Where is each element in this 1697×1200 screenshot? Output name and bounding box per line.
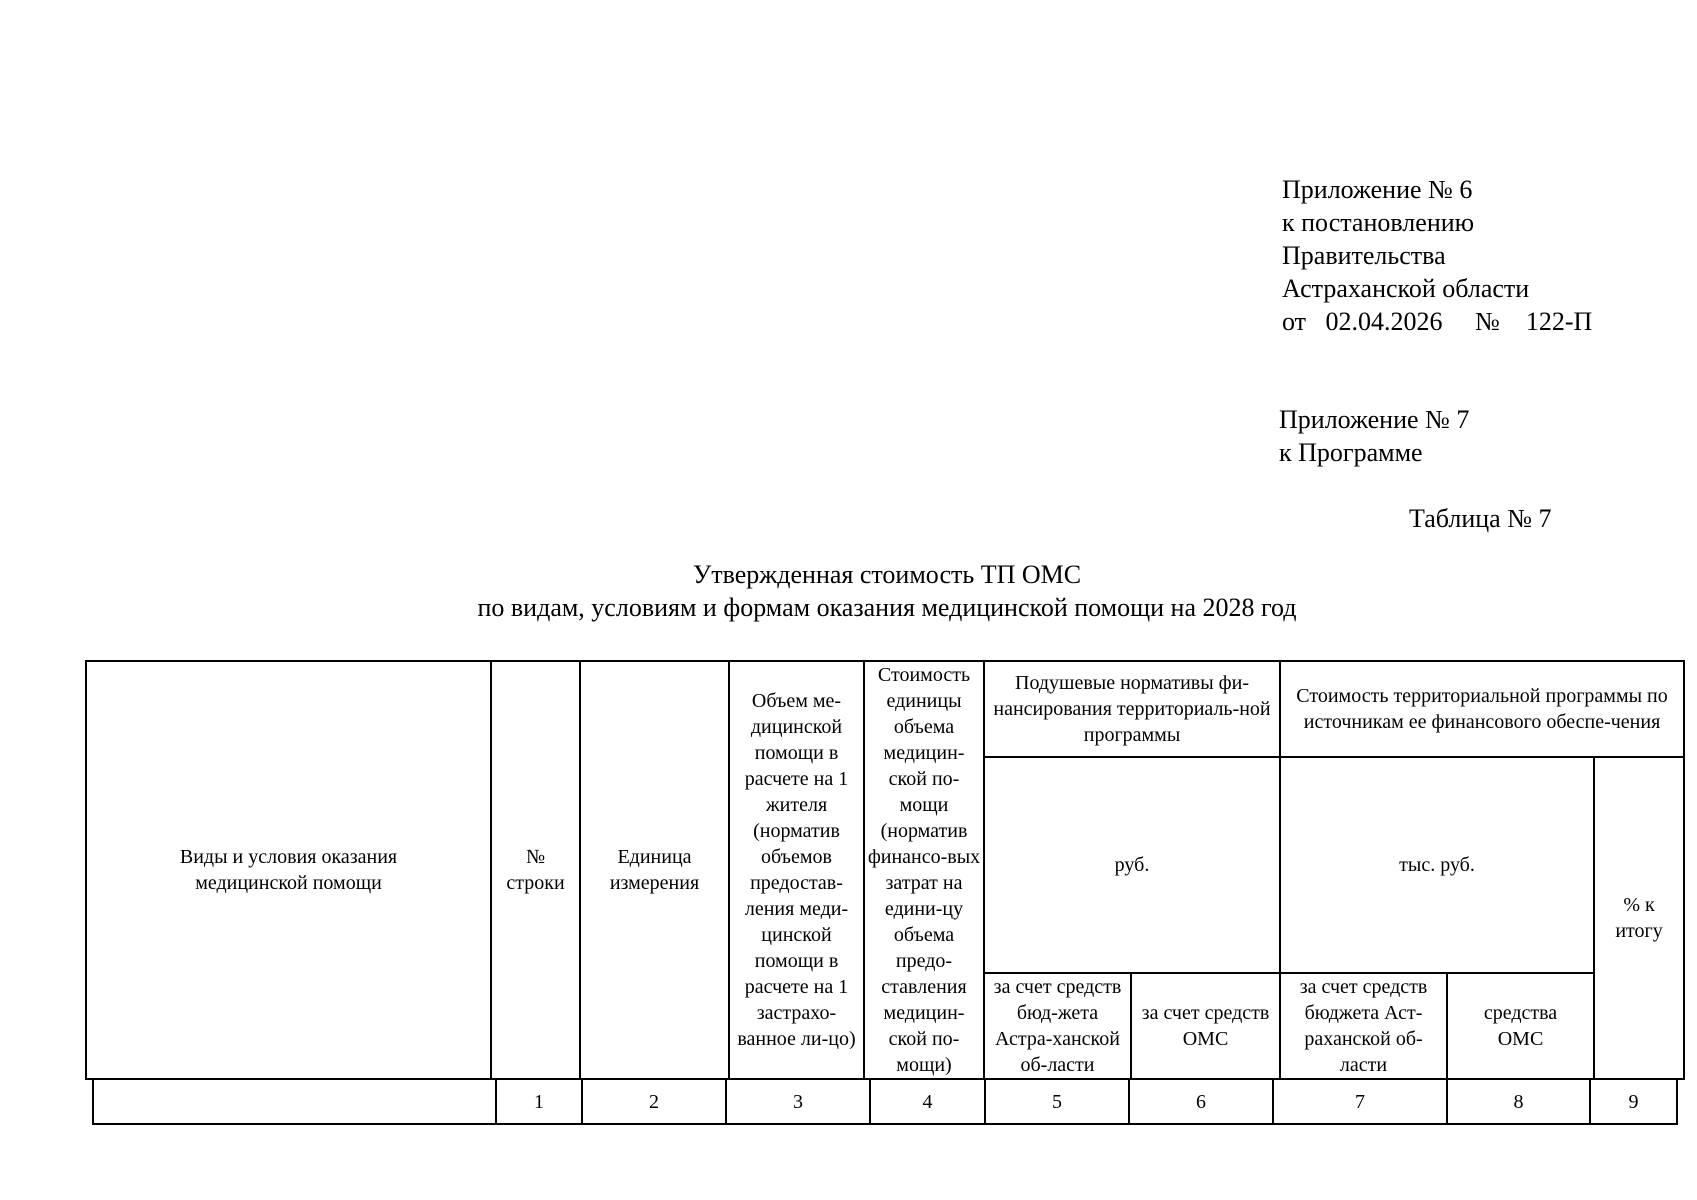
appendix-6-region: Астраханской области xyxy=(1282,274,1530,303)
appendix-7-title: Приложение № 7 xyxy=(1279,405,1470,434)
document-subtitle: по видам, условиям и формам оказания медицинской помощи на 2028 год xyxy=(477,593,1297,622)
header-per-capita-oms: за счет средств ОМС xyxy=(1131,973,1280,1079)
header-program-cost: Стоимость территориальной программы по источникам ее финансового обеспе-чения xyxy=(1280,661,1684,757)
header-row-number: № строки xyxy=(491,661,580,1079)
column-number-cell xyxy=(93,1079,496,1124)
appendix-6-ref: к постановлению xyxy=(1282,208,1475,237)
header-per-capita-budget: за счет средств бюд-жета Астра-ханской об-ласти xyxy=(984,973,1131,1079)
column-number-cell: 4 xyxy=(870,1079,985,1124)
column-number-cell: 5 xyxy=(985,1079,1129,1124)
appendix-6-title: Приложение № 6 xyxy=(1282,175,1473,204)
appendix-7-ref: к Программе xyxy=(1279,438,1423,467)
appendix-6-block xyxy=(1282,173,1592,338)
column-number-cell: 8 xyxy=(1447,1079,1590,1124)
table-label: Таблица № 7 xyxy=(1409,504,1552,533)
header-cost-budget: за счет средств бюджета Аст-раханской об-ласти xyxy=(1280,973,1447,1079)
column-number-cell: 9 xyxy=(1590,1079,1677,1124)
column-number-cell: 1 xyxy=(496,1079,582,1124)
header-cost-per-unit: Стоимость единицы объема медицин-ской по-мощи (норматив финансо-вых затрат на едини-цу объема предо-ставления медицин-ской по-мощи) xyxy=(864,661,984,1079)
header-kinds-conditions: Виды и условия оказания медицинской помощи xyxy=(86,661,491,1079)
appendix-6-authority: Правительства xyxy=(1282,241,1446,270)
document-title: Утвержденная стоимость ТП ОМС xyxy=(692,560,1082,589)
column-number-cell: 2 xyxy=(582,1079,726,1124)
header-table xyxy=(85,660,1685,1080)
appendix-6-date-number: от 02.04.2026 № 122-П xyxy=(1282,307,1593,336)
column-numbers-table xyxy=(92,1078,1678,1125)
header-volume-per-capita: Объем ме-дицинской помощи в расчете на 1 жителя (норматив объемов предостав-ления меди-цинской помощи в расчете на 1 застрахо-ванное ли-цо) xyxy=(729,661,864,1079)
header-unit: Единица измерения xyxy=(580,661,729,1079)
appendix-7-block xyxy=(1279,403,1469,469)
header-unit-thousand-rub: тыс. руб. xyxy=(1280,757,1594,973)
header-unit-rub: руб. xyxy=(984,757,1280,973)
header-cost-oms: средства ОМС xyxy=(1447,973,1594,1079)
header-per-capita-norms: Подушевые нормативы фи-нансирования территориаль-ной программы xyxy=(984,661,1280,757)
column-number-cell: 7 xyxy=(1273,1079,1447,1124)
column-number-cell: 6 xyxy=(1129,1079,1273,1124)
column-number-cell: 3 xyxy=(726,1079,870,1124)
header-percent-total: % к итогу xyxy=(1594,757,1684,1079)
